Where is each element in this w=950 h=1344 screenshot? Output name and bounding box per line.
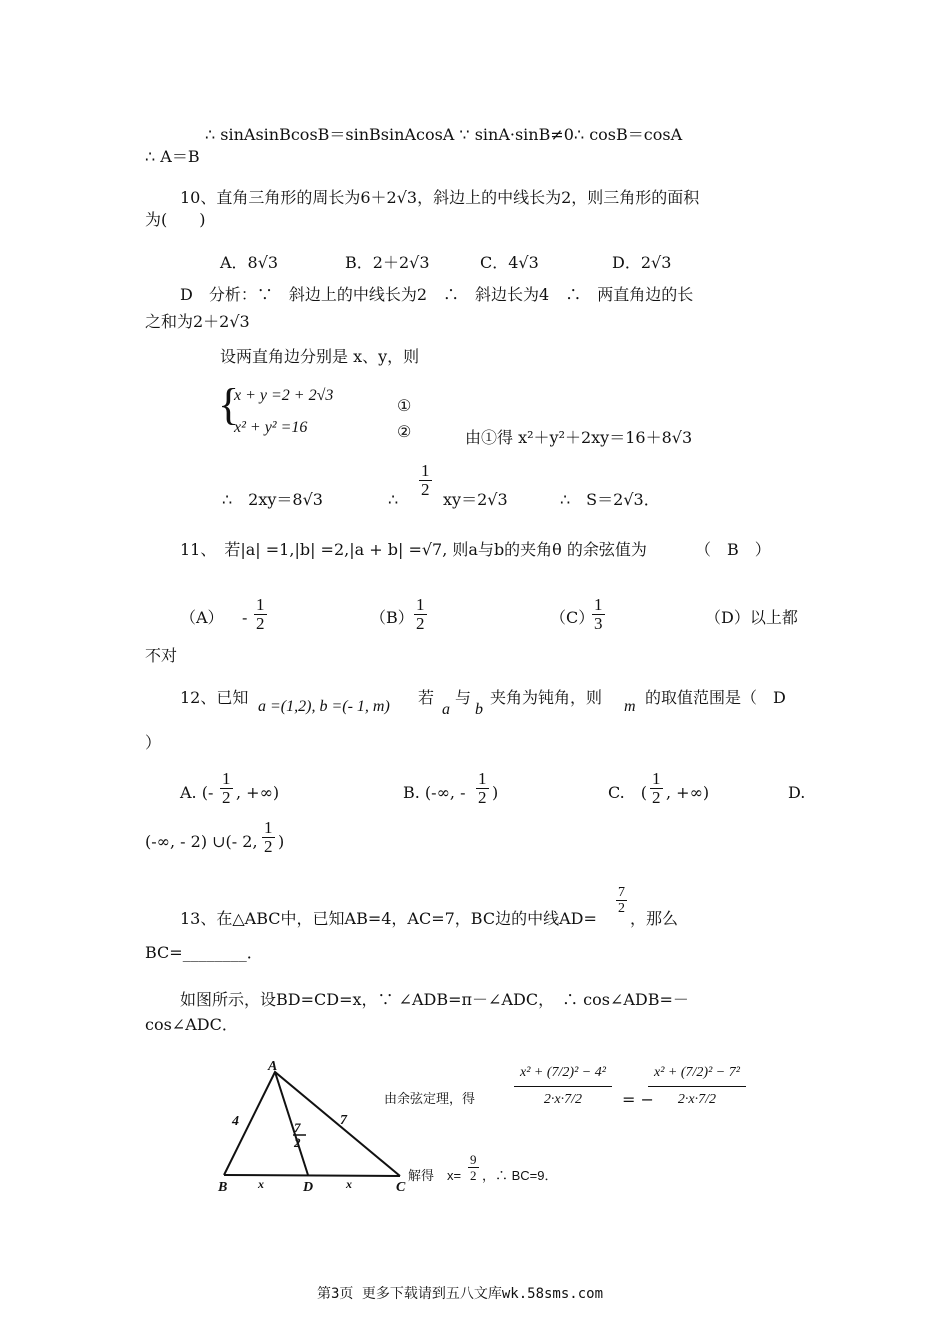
q10-option-a: A．8√3	[220, 253, 279, 272]
q12-stem: 12、已知	[180, 688, 249, 707]
vertex-d: D	[303, 1180, 314, 1193]
q12-option-b-frac: $\frac{1}{2}$	[478, 769, 487, 807]
q12-stem-range: 的取值范围是（ D	[645, 688, 786, 707]
q12-option-b-pre: B. (-∞, -	[403, 783, 466, 802]
eq-marker-2: ②	[397, 422, 412, 441]
q11-option-a-sign: -	[242, 608, 248, 627]
proof-line: ∴ sinAsinBcosB＝sinBsinAcosA ∵ sinA·sinB≠0∴ cosB＝cosA	[205, 125, 683, 144]
solve-result: ，∴ BC=9．	[482, 1168, 558, 1183]
vertex-a: A	[268, 1059, 278, 1074]
triangle-outline	[224, 1072, 400, 1176]
q13-ad-frac: $\frac{7}{2}$	[618, 885, 625, 916]
q12-option-c-post: , +∞)	[666, 783, 710, 802]
cosine-fraction-right: $\frac{\text{x² + (7/2)² − 7²}}{2\cdot x\cdot 7/2}$	[646, 1060, 748, 1113]
q13-stem-cont: ，那么	[630, 909, 679, 928]
q13-solution-cont: cos∠ADC．	[145, 1015, 238, 1034]
q12-option-d-frac: $\frac{1}{2}$	[264, 818, 273, 856]
q10-stem: 10、直角三角形的周长为6＋2√3，斜边上的中线长为2，则三角形的面积	[180, 188, 700, 207]
eq-marker-1: ①	[397, 396, 412, 415]
q10-option-b: B．2＋2√3	[345, 253, 430, 272]
q12-option-c-frac: $\frac{1}{2}$	[652, 769, 661, 807]
q12-option-a-pre: A. (-	[180, 783, 214, 802]
q12-var-m: m	[624, 698, 636, 715]
q11-option-c-frac: $\frac{1}{3}$	[594, 595, 603, 633]
solve-label: 解得 x=	[408, 1168, 462, 1183]
q12-vectors: a =(1,2), b =(- 1, m)	[258, 698, 390, 715]
solve-fraction: $\frac{9}{2}$	[470, 1152, 477, 1183]
result-3: ∴ S＝2√3．	[560, 490, 660, 509]
bd-label: x	[258, 1177, 264, 1191]
q11-option-b-label: （B）	[370, 608, 414, 627]
equals-minus: = −	[622, 1090, 654, 1109]
q12-option-a-frac: $\frac{1}{2}$	[222, 769, 231, 807]
q13-stem: 13、在△ABC中，已知AB=4，AC=7，BC边的中线AD=	[180, 909, 597, 928]
q12-option-c-pre: C. (	[608, 783, 648, 802]
page-footer: 第3页 更多下载请到五八文库wk.58sms.com	[317, 1286, 604, 1302]
side-ab-label: 4	[232, 1114, 239, 1129]
q12-stem-close: ）	[145, 733, 162, 752]
q13-solution: 如图所示，设BD=CD=x，∵ ∠ADB=π－∠ADC， ∴ cos∠ADB=－	[180, 990, 689, 1009]
side-ac-label: 7	[340, 1113, 347, 1128]
ad-den-label: 2	[294, 1135, 301, 1150]
q11-option-d: （D）以上都	[705, 608, 798, 627]
q12-option-a-post: , +∞)	[236, 783, 280, 802]
dc-label: x	[346, 1177, 352, 1191]
q11-answer: （ B ）	[695, 540, 771, 559]
q11-option-c-label: （C）	[550, 608, 595, 627]
vertex-b: B	[218, 1180, 228, 1193]
q11-option-d-cont: 不对	[145, 646, 178, 665]
q11-option-a-label: （A）	[180, 608, 224, 627]
result-2-half: $\frac{1}{2}$	[421, 461, 430, 499]
median-ad	[275, 1072, 308, 1175]
q12-stem-and: 与	[455, 688, 472, 707]
q12-option-b-post: )	[492, 783, 499, 802]
system-brace: {	[218, 380, 240, 429]
q11-option-b-frac: $\frac{1}{2}$	[416, 595, 425, 633]
vertex-c: C	[396, 1180, 406, 1193]
triangle-figure	[210, 1058, 420, 1193]
q12-option-d-post: )	[278, 832, 285, 851]
q12-option-d-label: D.	[788, 783, 806, 802]
cosine-rule-label: 由余弦定理，得	[384, 1091, 476, 1106]
q10-setup: 设两直角边分别是 x、y，则	[220, 347, 420, 366]
proof-conclusion: ∴ A＝B	[145, 147, 200, 166]
q10-analysis-cont: 之和为2＋2√3	[145, 312, 250, 331]
q10-option-c: C．4√3	[480, 253, 539, 272]
result-1: ∴ 2xy＝8√3	[222, 490, 323, 509]
q12-option-d-pre: (-∞, - 2) ∪(- 2,	[145, 832, 258, 851]
derivation: 由①得 x²＋y²＋2xy＝16＋8√3	[465, 428, 693, 447]
system-eq1: x + y =2 + 2√3	[234, 387, 334, 404]
system-eq2: x² + y² =16	[234, 419, 308, 436]
result-2-therefore: ∴	[388, 490, 399, 509]
ad-num-label: 7	[294, 1120, 301, 1135]
q12-stem-angle: 夹角为钝角，则	[490, 688, 603, 707]
result-2: xy＝2√3	[443, 490, 508, 509]
q12-stem-if: 若	[418, 688, 435, 707]
q12-var-a: a	[442, 701, 450, 718]
q13-blank: BC=________．	[145, 943, 263, 962]
q11-option-a-frac: $\frac{1}{2}$	[256, 595, 265, 633]
q10-stem-cont: 为( )	[145, 210, 206, 229]
q10-analysis: D 分析：∵ 斜边上的中线长为2 ∴ 斜边长为4 ∴ 两直角边的长	[180, 285, 694, 304]
cosine-fraction-left: $\frac{\text{x² + (7/2)² − 4²}}{2\cdot x\cdot 7/2}$	[512, 1060, 614, 1113]
q11-stem: 11、 若|a| =1,|b| =2,|a + b| =√7, 则a与b的夹角θ 的余弦值为	[180, 540, 647, 559]
q12-var-b: b	[475, 701, 483, 718]
triangle-base	[224, 1175, 400, 1176]
q10-option-d: D．2√3	[612, 253, 672, 272]
